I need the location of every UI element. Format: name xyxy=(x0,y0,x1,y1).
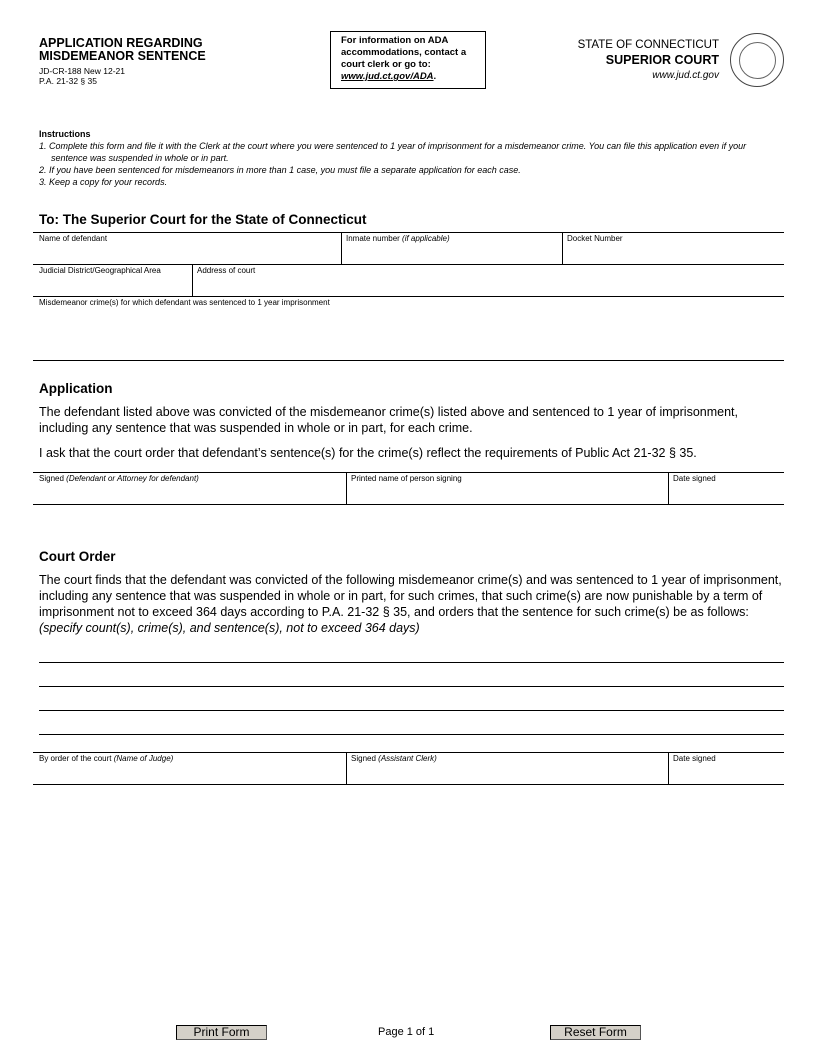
title-line: APPLICATION REGARDING xyxy=(39,36,203,50)
ada-notice xyxy=(330,31,486,89)
ada-period: . xyxy=(433,71,437,82)
field-label: Date signed xyxy=(673,474,716,483)
divider xyxy=(33,752,784,753)
instruction-item: 1. Complete this form and file it with the Clerk at the court where you were sentenced to 1 year of imprisonment for a misdemeanor crime. You can file this application even if your sentence was suspended in whole or in part. xyxy=(39,141,747,163)
signature-field[interactable] xyxy=(39,474,199,483)
court-info xyxy=(578,38,719,83)
form-code: JD-CR-188 New 12-21 xyxy=(39,66,125,76)
field-label: Printed name of person signing xyxy=(351,474,462,483)
application-heading: Application xyxy=(39,381,113,396)
judicial-seal-icon xyxy=(730,33,784,87)
order-date-field[interactable] xyxy=(673,754,716,763)
divider xyxy=(346,752,347,784)
inmate-number-field[interactable] xyxy=(346,234,450,243)
court-address-field[interactable] xyxy=(197,266,255,275)
application-request: I ask that the court order that defendant’s sentence(s) for the crime(s) reflect the requirements of Public Act 21-32 § 35. xyxy=(39,446,697,460)
divider xyxy=(668,752,669,784)
sentence-line[interactable] xyxy=(39,686,784,687)
divider xyxy=(33,264,784,265)
clerk-signature-field[interactable] xyxy=(351,754,437,763)
crimes-field[interactable] xyxy=(39,298,330,307)
field-label: Judicial District/Geographical Area xyxy=(39,266,161,275)
divider xyxy=(562,232,563,264)
court-order-text xyxy=(39,572,784,636)
field-label: Signed xyxy=(351,754,376,763)
divider xyxy=(346,472,347,504)
divider xyxy=(33,296,784,297)
instructions-heading: Instructions xyxy=(39,129,91,139)
form-title xyxy=(39,37,206,63)
ada-text: For information on ADA accommodations, contact a court clerk or go to: xyxy=(341,35,467,70)
statute: P.A. 21-32 § 35 xyxy=(39,76,97,86)
field-label: Docket Number xyxy=(567,234,623,243)
divider xyxy=(33,784,784,785)
order-text: The court finds that the defendant was convicted of the following misdemeanor crime(s) and was sentenced to 1 year of imprisonment, including any sentence that was suspended in whole or in part, for such crimes, that such crime(s) are now punishable by a term of imprisonment not to exceed 364 days according to P.A. 21-32 § 35, and orders that the sentence for such crime(s) be as follows: xyxy=(39,573,782,619)
page-number: Page 1 of 1 xyxy=(378,1026,435,1038)
court-order-heading: Court Order xyxy=(39,549,116,564)
divider xyxy=(192,264,193,296)
sentence-line[interactable] xyxy=(39,734,784,735)
field-note: (if applicable) xyxy=(402,234,450,243)
field-label: Inmate number xyxy=(346,234,400,243)
application-text: The defendant listed above was convicted of the misdemeanor crime(s) listed above and sentenced to 1 year of imprisonment, including any sentence that was suspended in whole or in part, for each crime. xyxy=(39,405,738,435)
instructions xyxy=(39,128,779,188)
sentence-line[interactable] xyxy=(39,710,784,711)
field-note: (Assistant Clerk) xyxy=(378,754,437,763)
field-label: Misdemeanor crime(s) for which defendant was sentenced to 1 year imprisonment xyxy=(39,298,330,307)
divider xyxy=(33,360,784,361)
ada-link[interactable]: www.jud.ct.gov/ADA xyxy=(341,71,434,82)
printed-name-field[interactable] xyxy=(351,474,462,483)
judge-name-field[interactable] xyxy=(39,754,173,763)
title-line: MISDEMEANOR SENTENCE xyxy=(39,49,206,63)
field-label: Name of defendant xyxy=(39,234,108,243)
field-label: Date signed xyxy=(673,754,716,763)
form-number xyxy=(39,66,125,86)
judicial-district-field[interactable] xyxy=(39,266,161,275)
divider xyxy=(33,232,784,233)
divider xyxy=(33,472,784,473)
field-label: By order of the court xyxy=(39,754,112,763)
reset-form-button[interactable]: Reset Form xyxy=(550,1025,641,1040)
court-name: SUPERIOR COURT xyxy=(605,53,719,67)
divider xyxy=(33,504,784,505)
date-signed-field[interactable] xyxy=(673,474,716,483)
instruction-item: 2. If you have been sentenced for misdemeanors in more than 1 case, you must file a separate application for each case. xyxy=(39,165,521,175)
field-note: (Name of Judge) xyxy=(113,754,174,763)
sentence-line[interactable] xyxy=(39,662,784,663)
website: www.jud.ct.gov xyxy=(652,70,719,81)
defendant-name-field[interactable] xyxy=(39,234,107,243)
field-label: Address of court xyxy=(197,266,256,275)
docket-number-field[interactable] xyxy=(567,234,623,243)
instruction-item: 3. Keep a copy for your records. xyxy=(39,177,168,187)
order-note: (specify count(s), crime(s), and sentence(s), not to exceed 364 days) xyxy=(39,621,420,635)
to-heading: To: The Superior Court for the State of Connecticut xyxy=(39,212,367,227)
state-name: STATE OF CONNECTICUT xyxy=(577,39,719,51)
field-label: Signed xyxy=(39,474,64,483)
divider xyxy=(668,472,669,504)
print-form-button[interactable]: Print Form xyxy=(176,1025,267,1040)
divider xyxy=(341,232,342,264)
field-note: (Defendant or Attorney for defendant) xyxy=(66,474,199,483)
